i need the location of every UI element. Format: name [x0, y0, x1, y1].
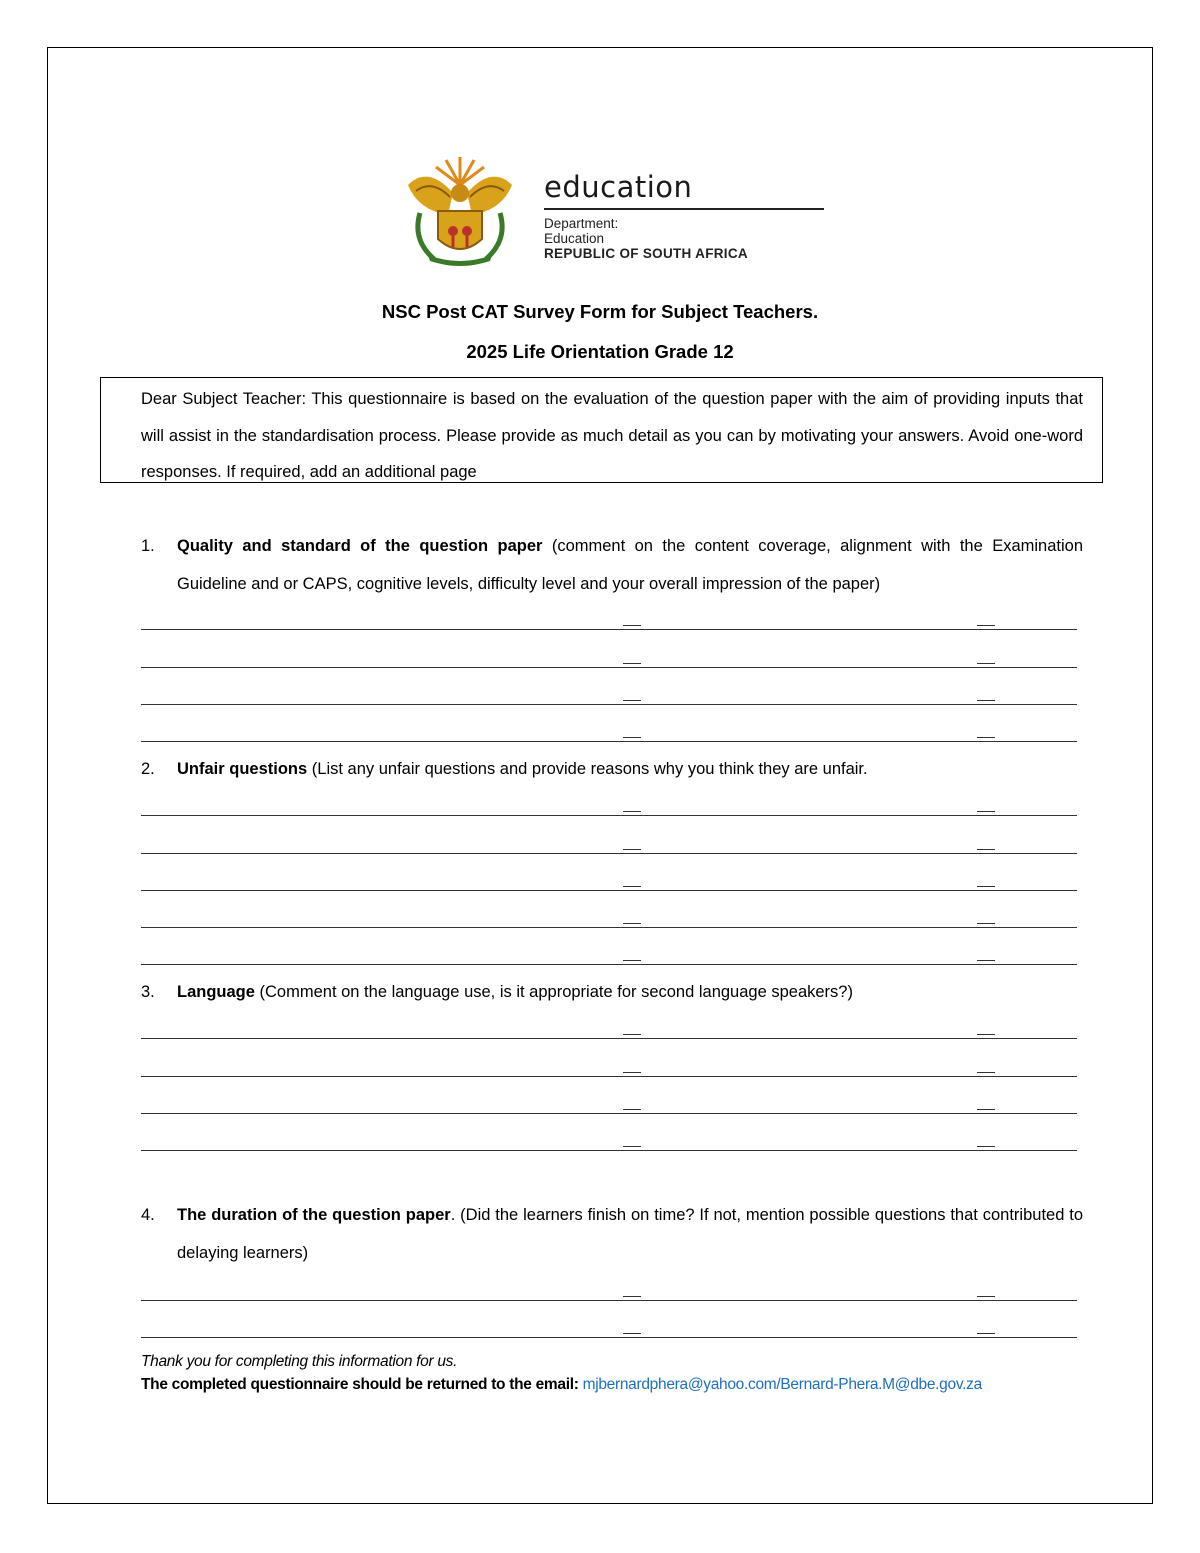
logo-divider — [544, 208, 824, 210]
answer-line[interactable] — [141, 1076, 1077, 1077]
email-link-primary[interactable]: mjbernardphera@yahoo.com — [582, 1376, 777, 1393]
question-number: 2. — [141, 760, 155, 778]
question-2 — [141, 750, 1083, 788]
answer-line[interactable] — [141, 1337, 1077, 1338]
page-title: NSC Post CAT Survey Form for Subject Teachers. — [381, 301, 819, 322]
email-link-secondary[interactable]: Bernard-Phera.M@dbe.gov.za — [780, 1376, 982, 1393]
logo-department-name: Education — [544, 231, 605, 246]
answer-line[interactable] — [141, 815, 1077, 816]
question-description: (List any unfair questions and provide reasons why you think they are unfair. — [307, 760, 868, 778]
question-heading: Unfair questions — [177, 760, 308, 778]
answer-line[interactable] — [141, 890, 1077, 891]
answer-line[interactable] — [141, 1150, 1077, 1151]
question-4 — [141, 1196, 1083, 1272]
question-3 — [141, 973, 1083, 1011]
question-description: . (Did the learners finish on time? If not, mention possible questions that contributed to delaying learners) — [177, 1206, 1084, 1262]
return-label: The completed questionnaire should be returned to the email: — [141, 1376, 583, 1393]
department-logo — [398, 155, 838, 267]
logo-country: REPUBLIC OF SOUTH AFRICA — [544, 246, 748, 261]
question-number: 1. — [141, 537, 155, 555]
email-separator: / — [776, 1376, 781, 1393]
logo-department: Department: — [544, 216, 619, 231]
answer-line[interactable] — [141, 927, 1077, 928]
answer-line[interactable] — [141, 1038, 1077, 1039]
page-subtitle: 2025 Life Orientation Grade 12 — [466, 341, 734, 362]
answer-line[interactable] — [141, 741, 1077, 742]
answer-line[interactable] — [141, 964, 1077, 965]
question-description: (comment on the content coverage, alignment with the Examination Guideline and or CAPS, cognitive levels, difficulty level and your overall impression of the paper) — [177, 537, 1083, 593]
coat-of-arms-icon — [398, 155, 522, 267]
return-instructions — [141, 1376, 982, 1394]
answer-line[interactable] — [141, 853, 1077, 854]
logo-title: education — [544, 170, 693, 204]
answer-line[interactable] — [141, 1113, 1077, 1114]
answer-line[interactable] — [141, 667, 1077, 668]
question-number: 4. — [141, 1206, 155, 1224]
question-heading: Language — [177, 983, 255, 1001]
thank-you-note: Thank you for completing this information for us. — [141, 1353, 458, 1370]
answer-line[interactable] — [141, 704, 1077, 705]
question-1 — [141, 527, 1083, 603]
answer-line[interactable] — [141, 1300, 1077, 1301]
question-description: (Comment on the language use, is it appropriate for second language speakers?) — [254, 983, 853, 1001]
question-heading: Quality and standard of the question paper — [177, 537, 543, 555]
question-heading: The duration of the question paper — [177, 1206, 451, 1224]
question-number: 3. — [141, 983, 155, 1001]
intro-text: Dear Subject Teacher: This questionnaire is based on the evaluation of the question paper with the aim of providing inputs that will assist in the standardisation process. Please provide as much detail as you can by motivating your answers. Avoid one-word responses. If required, add an additional page — [141, 390, 1083, 481]
answer-line[interactable] — [141, 629, 1077, 630]
